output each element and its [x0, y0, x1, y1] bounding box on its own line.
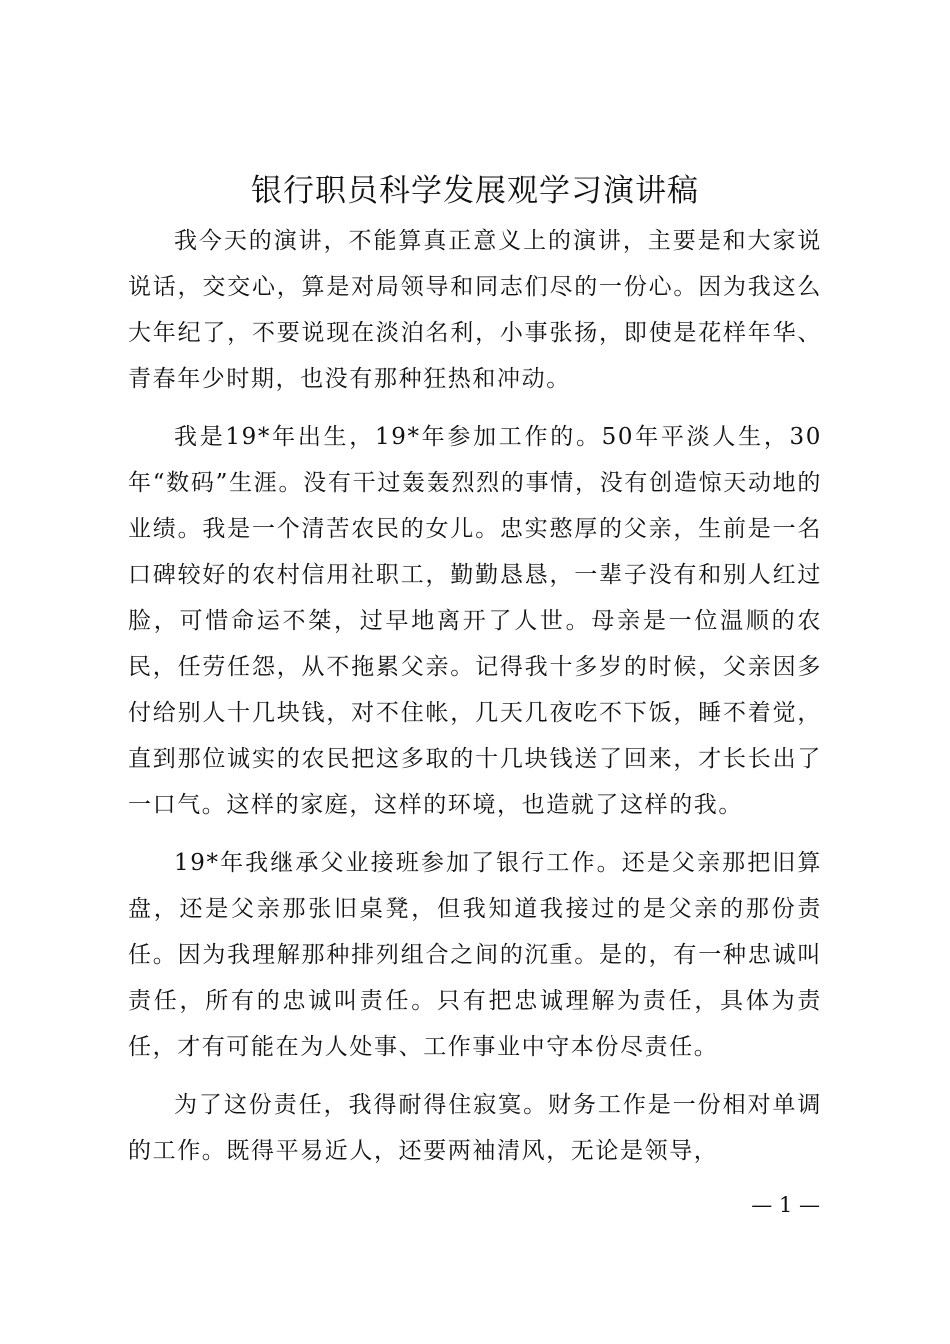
page-number: — 1 —	[751, 1193, 820, 1217]
paragraph-gap	[128, 828, 822, 840]
paragraph-3: 19*年我继承父业接班参加了银行工作。还是父亲那把旧算盘，还是父亲那张旧桌凳，但我知道我接过的是父亲的那份责任。因为我理解那种排列组合之间的沉重。是的，有一种忠诚叫责任，所有的忠诚叫责任。只有把忠诚理解为责任，具体为责任，才有可能在为人处事、工作事业中守本份尽责任。	[128, 850, 822, 1060]
document-title: 银行职员科学发展观学习演讲稿	[251, 173, 699, 209]
paragraph-4: 为了这份责任，我得耐得住寂寞。财务工作是一份相对单调的工作。既得平易近人，还要两袖清风，无论是领导，	[128, 1092, 822, 1164]
paragraph-2: 我是19*年出生，19*年参加工作的。50年平淡人生，30年“数码”生涯。没有干过轰轰烈烈的事情，没有创造惊天动地的业绩。我是一个清苦农民的女儿。忠实憨厚的父亲，生前是一名口碑较好的农村信用社职工，勤勤恳恳，一辈子没有和别人红过脸，可惜命运不桀，过早地离开了人世。母亲是一位温顺的农民，任劳任怨，从不拖累父亲。记得我十多岁的时候，父亲因多付给别人十几块钱，对不住帐，几天几夜吃不下饭，睡不着觉，直到那位诚实的农民把这多取的十几块钱送了回来，才长长出了一口气。这样的家庭，这样的环境，也造就了这样的我。	[128, 424, 822, 818]
document-body	[128, 218, 822, 1174]
paragraph-1: 我今天的演讲，不能算真正意义上的演讲，主要是和大家说说话，交交心，算是对局领导和同志们尽的一份心。因为我这么大年纪了，不要说现在淡泊名利，小事张扬，即使是花样年华、青春年少时期，也没有那种狂热和冲动。	[128, 228, 822, 392]
paragraph-gap	[128, 1070, 822, 1082]
paragraph-gap	[128, 402, 822, 414]
